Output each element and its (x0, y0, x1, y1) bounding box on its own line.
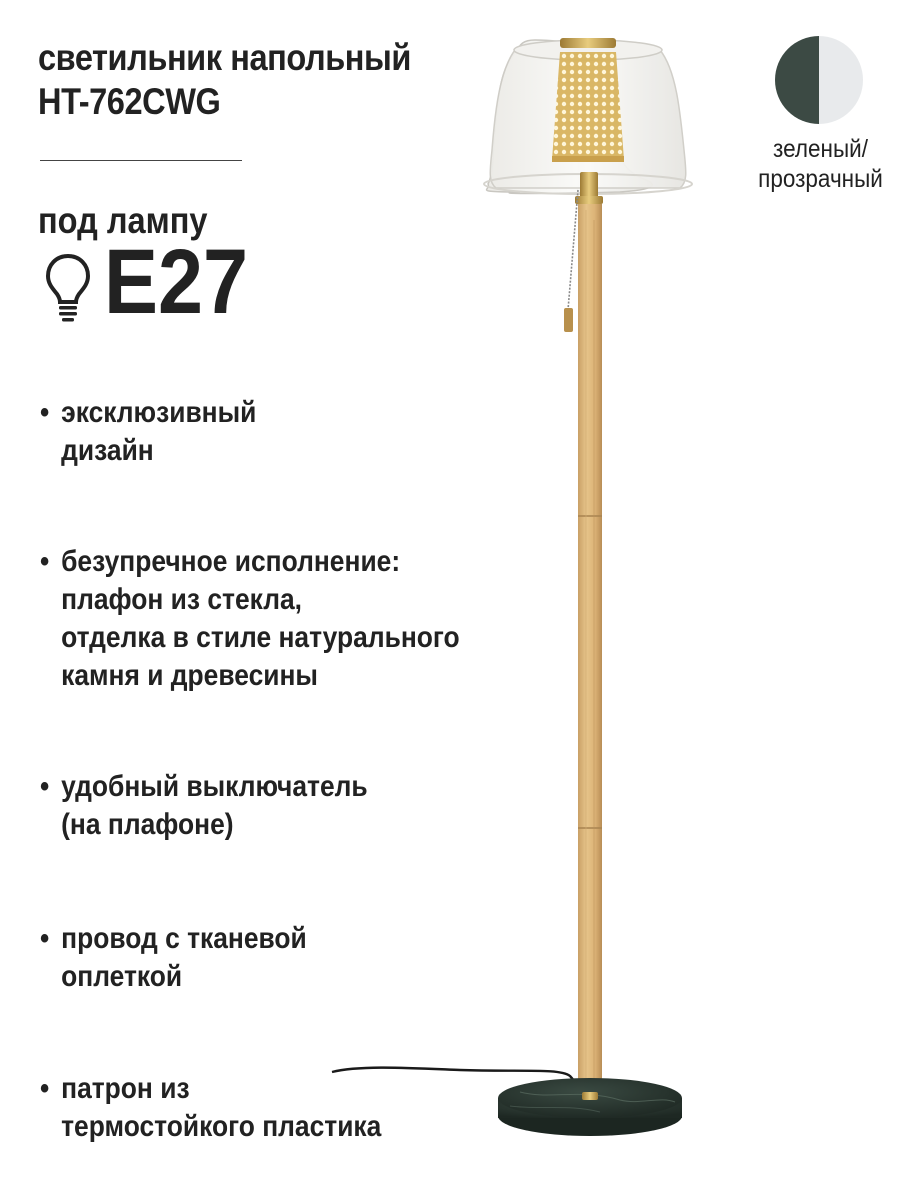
color-label (755, 134, 886, 194)
lamp-type-label: под лампу (38, 200, 208, 241)
feature-item (40, 920, 307, 996)
feature-line: отделка в стиле натурального (61, 621, 460, 654)
floor-lamp-image (320, 20, 740, 1160)
feature-line: плафон из стекла, (61, 583, 302, 616)
feature-line: эксклюзивный (61, 396, 257, 429)
feature-line: оплеткой (61, 960, 183, 993)
socket-type: E27 (104, 231, 249, 333)
feature-line: термостойкого пластика (61, 1110, 382, 1143)
color-swatch (775, 36, 863, 124)
feature-item (40, 394, 256, 470)
bullet: • (40, 1072, 50, 1105)
product-model: HT-762CWG (38, 81, 221, 122)
product-title-name: светильник напольный (38, 37, 411, 78)
color-label-line: прозрачный (758, 165, 883, 193)
bullet: • (40, 922, 50, 955)
color-label-line: зеленый/ (773, 135, 868, 163)
feature-line: удобный выключатель (61, 770, 368, 803)
feature-item (40, 768, 368, 844)
feature-line: дизайн (61, 434, 154, 467)
feature-line: камня и древесины (61, 659, 318, 692)
feature-line: безупречное исполнение: (61, 545, 401, 578)
feature-line: (на плафоне) (61, 808, 234, 841)
feature-line: патрон из (61, 1072, 190, 1105)
light-bulb-icon (44, 252, 92, 324)
bullet: • (40, 770, 50, 803)
bullet: • (40, 396, 50, 429)
bullet: • (40, 545, 50, 578)
feature-line: провод с тканевой (61, 922, 307, 955)
divider (40, 160, 242, 161)
